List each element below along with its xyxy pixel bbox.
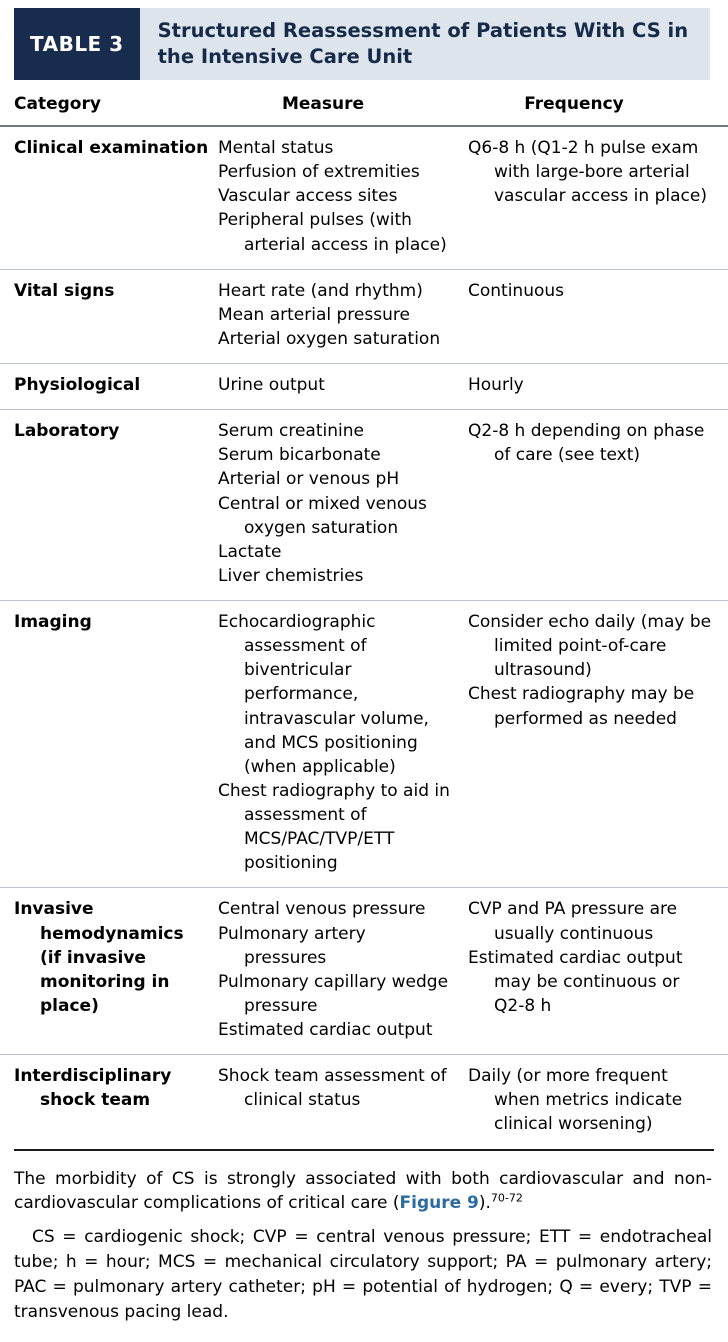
cell-measure xyxy=(218,126,468,269)
measure-item: Arterial or venous pH xyxy=(218,469,400,490)
measure-item: Arterial oxygen saturation xyxy=(218,328,441,349)
table-bottom-rule xyxy=(14,1149,714,1151)
frequency-item: Estimated cardiac output may be continuous or Q2-8 h xyxy=(468,947,683,1016)
measure-item: Mental status xyxy=(218,138,334,158)
cell-measure xyxy=(218,888,468,1055)
measure-item: Serum creatinine xyxy=(218,421,364,442)
table-row xyxy=(0,364,728,410)
table-row xyxy=(0,1055,728,1149)
measure-item: Lactate xyxy=(218,541,282,562)
measure-item: Shock team assessment of clinical status xyxy=(218,1066,447,1111)
cell-category xyxy=(0,269,218,363)
table-page xyxy=(0,8,728,1324)
category-text: Physiological xyxy=(14,375,141,395)
frequency-item: Q6-8 h (Q1-2 h pulse exam with large-bore arterial vascular access in place) xyxy=(468,138,707,207)
measure-item: Serum bicarbonate xyxy=(218,445,381,466)
cell-measure xyxy=(218,1055,468,1149)
measure-item: Central or mixed venous oxygen saturation xyxy=(218,493,427,538)
abbreviations-note: CS = cardiogenic shock; CVP = central venous pressure; ETT = endotracheal tube; h = hour; MCS = mechanical circulatory support; PA = pulmonary artery; PAC = pulmonary artery catheter; pH = potential of hydrogen; Q = every; TVP = transvenous pacing lead. xyxy=(14,1227,712,1322)
category-text: Vital signs xyxy=(14,280,115,301)
measure-item: Central venous pressure xyxy=(218,899,426,920)
frequency-item: Consider echo daily (may be limited point-of-care ultrasound) xyxy=(468,612,712,681)
frequency-item: Q2-8 h depending on phase of care (see text) xyxy=(468,421,705,466)
note-text-after: ). xyxy=(478,1193,491,1214)
column-header-measure: Measure xyxy=(281,94,365,114)
cell-frequency xyxy=(468,410,728,601)
note-citation: 70-72 xyxy=(490,1191,523,1205)
measure-item: Pulmonary capillary wedge pressure xyxy=(218,971,449,1016)
measure-item: Peripheral pulses (with arterial access in place) xyxy=(218,210,447,255)
category-text: Laboratory xyxy=(14,421,120,442)
cell-frequency xyxy=(468,1055,728,1149)
measure-item: Urine output xyxy=(218,375,325,395)
frequency-item: Continuous xyxy=(468,280,565,301)
frequency-item: CVP and PA pressure are usually continuous xyxy=(468,899,678,944)
cell-category xyxy=(0,410,218,601)
measure-item: Heart rate (and rhythm) xyxy=(218,280,423,301)
table-row xyxy=(0,126,728,269)
note-text-before: The morbidity of CS is strongly associated with both cardiovascular and non-cardiovascular complications of critical care ( xyxy=(14,1168,712,1214)
measure-item: Echocardiographic assessment of biventricular performance, intravascular volume, and MCS positioning (when applicable) xyxy=(218,612,429,777)
measure-item: Pulmonary artery pressures xyxy=(218,923,366,968)
measure-item: Perfusion of extremities xyxy=(218,162,420,183)
table-row xyxy=(0,888,728,1055)
table-row xyxy=(0,410,728,601)
cell-frequency xyxy=(468,888,728,1055)
table-note xyxy=(14,1167,712,1217)
table-row xyxy=(0,601,728,888)
measure-item: Mean arterial pressure xyxy=(218,304,410,325)
table-head xyxy=(0,94,728,126)
cell-measure xyxy=(218,364,468,410)
measure-item: Estimated cardiac output xyxy=(218,1020,433,1040)
cell-frequency xyxy=(468,126,728,269)
cell-frequency xyxy=(468,269,728,363)
category-text: Imaging xyxy=(14,612,92,632)
category-text: Invasive hemodynamics (if invasive monitoring in place) xyxy=(14,899,184,1016)
measure-item: Vascular access sites xyxy=(218,186,398,207)
cell-category xyxy=(0,888,218,1055)
cell-frequency xyxy=(468,601,728,888)
category-text: Interdisciplinary shock team xyxy=(14,1066,172,1111)
measure-item: Liver chemistries xyxy=(218,565,364,586)
figure-9-link[interactable]: Figure 9 xyxy=(399,1193,479,1214)
cell-measure xyxy=(218,269,468,363)
cell-measure xyxy=(218,410,468,601)
table-header-band xyxy=(14,8,710,80)
table-row xyxy=(0,269,728,363)
measure-item: Chest radiography to aid in assessment of MCS/PAC/TVP/ETT positioning xyxy=(218,780,450,874)
frequency-item: Hourly xyxy=(468,375,524,395)
cell-category xyxy=(0,126,218,269)
column-header-frequency: Frequency xyxy=(524,94,624,114)
frequency-item: Daily (or more frequent when metrics indicate clinical worsening) xyxy=(468,1066,683,1135)
reassessment-table xyxy=(0,94,728,1149)
cell-frequency xyxy=(468,364,728,410)
cell-measure xyxy=(218,601,468,888)
table-header-row xyxy=(0,94,728,126)
frequency-item: Chest radiography may be performed as needed xyxy=(468,684,695,729)
table-number-badge: TABLE 3 xyxy=(14,8,140,80)
table-body xyxy=(0,126,728,1149)
table-title: Structured Reassessment of Patients With CS in the Intensive Care Unit xyxy=(157,19,689,68)
cell-category xyxy=(0,601,218,888)
category-text: Clinical examination xyxy=(14,138,209,158)
cell-category xyxy=(0,364,218,410)
column-header-category: Category xyxy=(14,94,101,114)
cell-category xyxy=(0,1055,218,1149)
